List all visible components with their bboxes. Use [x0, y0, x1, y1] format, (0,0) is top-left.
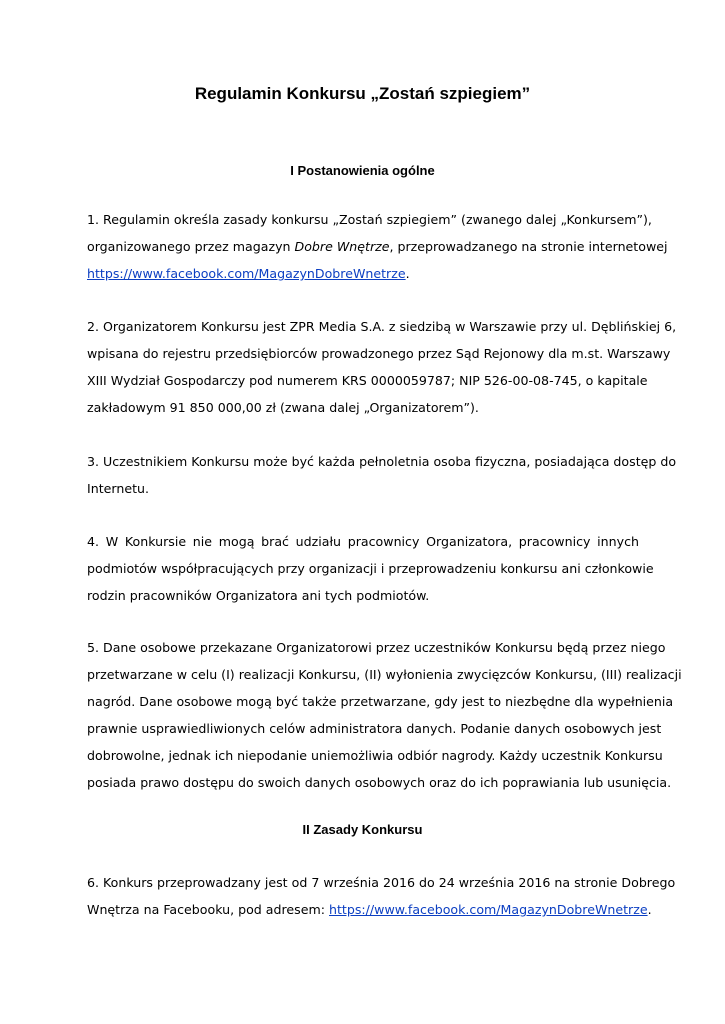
text-run: , przeprowadzanego na stronie internetowej [389, 239, 668, 254]
facebook-link[interactable]: https://www.facebook.com/MagazynDobreWnetrze [329, 902, 648, 917]
paragraph-5-line: posiada prawo dostępu do swoich danych osobowych oraz do ich poprawiania lub usunięcia. [87, 775, 672, 790]
paragraph-6 [87, 869, 676, 923]
text-run: . [405, 266, 410, 281]
paragraph-1 [87, 206, 668, 287]
paragraph-1-line-3 [87, 260, 639, 287]
text-run: Wnętrza na Facebooku, pod adresem: [87, 902, 329, 917]
paragraph-2-line: XIII Wydział Gospodarczy pod numerem KRS 0000059787; NIP 526-00-08-745, o kapitale [87, 373, 648, 388]
paragraph-5-line: przetwarzane w celu (I) realizacji Konkursu, (II) wyłonienia zwycięzców Konkursu, (III) realizacji [87, 667, 682, 682]
paragraph-5-line: nagród. Dane osobowe mogą być także przetwarzane, gdy jest to niezbędne dla wypełnienia [87, 694, 674, 709]
paragraph-1-line-1: 1. Regulamin określa zasady konkursu „Zostań szpiegiem” (zwanego dalej „Konkursem”), [87, 212, 652, 227]
paragraph-3-line: 3. Uczestnikiem Konkursu może być każda pełnoletnia osoba fizyczna, posiadająca dostęp do [87, 454, 677, 469]
section-heading-rules: II Zasady Konkursu [302, 822, 423, 837]
paragraph-6-line-1: 6. Konkurs przeprowadzany jest od 7 września 2016 do 24 września 2016 na stronie Dobrego [87, 875, 676, 890]
section-heading-general: I Postanowienia ogólne [290, 163, 435, 178]
paragraph-2-line: wpisana do rejestru przedsiębiorców prowadzonego przez Sąd Rejonowy dla m.st. Warszawy [87, 346, 671, 361]
magazine-name: Dobre Wnętrze [294, 239, 390, 254]
paragraph-5 [87, 634, 682, 796]
paragraph-4 [87, 528, 654, 609]
paragraph-4-line: rodzin pracowników Organizatora ani tych podmiotów. [87, 588, 430, 603]
paragraph-5-line: 5. Dane osobowe przekazane Organizatorowi przez uczestników Konkursu będą przez niego [87, 640, 666, 655]
text-run: . [647, 902, 652, 917]
paragraph-3 [87, 448, 677, 502]
text-run: organizowanego przez magazyn [87, 239, 295, 254]
paragraph-4-line: 4. W Konkursie nie mogą brać udziału pracownicy Organizatora, pracownicy innych [87, 534, 639, 549]
paragraph-4-line: podmiotów współpracujących przy organizacji i przeprowadzeniu konkursu ani członkowie [87, 561, 654, 576]
document-title: Regulamin Konkursu „Zostań szpiegiem” [194, 84, 531, 103]
paragraph-2-line: zakładowym 91 850 000,00 zł (zwana dalej „Organizatorem”). [87, 400, 479, 415]
paragraph-6-line-2 [87, 896, 652, 923]
paragraph-2 [87, 313, 677, 421]
facebook-link[interactable]: https://www.facebook.com/MagazynDobreWnetrze [87, 266, 406, 281]
paragraph-5-line: prawnie usprawiedliwionych celów administratora danych. Podanie danych osobowych jest [87, 721, 662, 736]
paragraph-5-line: dobrowolne, jednak ich niepodanie uniemożliwia odbiór nagrody. Każdy uczestnik Konkursu [87, 748, 663, 763]
paragraph-1-line-2 [87, 233, 668, 260]
paragraph-2-line: 2. Organizatorem Konkursu jest ZPR Media S.A. z siedzibą w Warszawie przy ul. Dęblińskiej 6, [87, 319, 677, 334]
paragraph-3-line: Internetu. [87, 481, 149, 496]
